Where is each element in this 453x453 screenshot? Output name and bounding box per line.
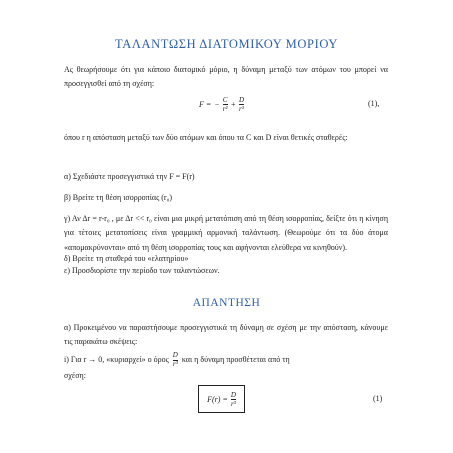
answer-i-fraction: [173, 352, 178, 368]
eq1-number: (1),: [368, 99, 380, 108]
eq1-fraction-c: [223, 96, 228, 113]
answer-i-pre: i) Για r → 0, «κυριαρχεί» ο όρος: [64, 354, 169, 364]
box-eq-fraction: [231, 391, 236, 408]
answer-i-post: και η δύναμη προσθέτεται από τη: [181, 354, 290, 364]
box-eq-numerator: D: [230, 390, 236, 399]
box-eq-denominator: r³: [230, 399, 236, 408]
answer-i-frac-numerator: D: [172, 351, 178, 359]
eq1-frac2-numerator: D: [238, 96, 244, 104]
eq1-plus: +: [230, 100, 236, 109]
eq1-fraction-d: [239, 96, 244, 113]
equation-1: [199, 96, 244, 113]
answer-a-paragraph: α) Προκειμένου να παραστήσουμε προσεγγιστικά τη δύναμη σε σχέση με την απόσταση, κάνουμε τις παρακάτω σκέψεις:: [64, 323, 388, 347]
answer-i-end: σχέση:: [64, 371, 86, 380]
item-b: β) Βρείτε τη θέση ισορροπίας (r₀): [64, 193, 173, 202]
eq1-frac1-denominator: r²: [222, 105, 228, 113]
page-title: ΤΑΛΑΝΤΩΣΗ ΔΙΑΤΟΜΙΚΟΥ ΜΟΡΙΟΥ: [115, 37, 338, 51]
boxed-equation: [198, 385, 245, 413]
eq1-lhs: F =: [199, 100, 212, 109]
answer-heading: ΑΠΑΝΤΗΣΗ: [192, 297, 261, 309]
box-eq-lhs: F(r) =: [207, 394, 228, 404]
intro-paragraph: Ας θεωρήσουμε ότι για κάποιο διατομικό μόριο, η δύναμη μεταξύ των ατόμων του μπορεί να προσεγγισθεί από τη σχέση:: [64, 65, 388, 89]
where-paragraph: όπου r η απόσταση μεταξύ των δύο ατόμων και όπου τα C και D είναι θετικές σταθερές:: [64, 133, 348, 142]
item-c: γ) Αν Δr = r-r₀ , με Δr << r₀ είναι μια μικρή μετατόπιση από τη θέση ισορροπίας, δείξτε ότι η κίνηση για τέτοιες μετατοπίσεις είναι γραμμική αρμονική ταλάντωση. (Θεωρούμε ότι τα δύο άτομα «απομακρύνονται» από τη θέση ισορροπίας τους και αφήνονται ελεύθερα να κινηθούν).: [64, 214, 388, 252]
answer-i-frac-denominator: r³: [172, 359, 178, 368]
eq1-minus: −: [214, 100, 220, 109]
boxed-equation-content: [207, 391, 236, 408]
item-a: α) Σχεδιάστε προσεγγιστικά την F = F(r): [64, 172, 195, 181]
box-eq-number: (1): [373, 394, 383, 403]
answer-i-line: [64, 352, 388, 368]
item-d: δ) Βρείτε τη σταθερά του «ελατηρίου»: [64, 254, 189, 263]
eq1-frac1-numerator: C: [222, 96, 228, 104]
item-e: ε) Προσδιορίστε την περίοδο των ταλαντώσεων.: [64, 266, 220, 275]
eq1-frac2-denominator: r³: [239, 105, 244, 113]
